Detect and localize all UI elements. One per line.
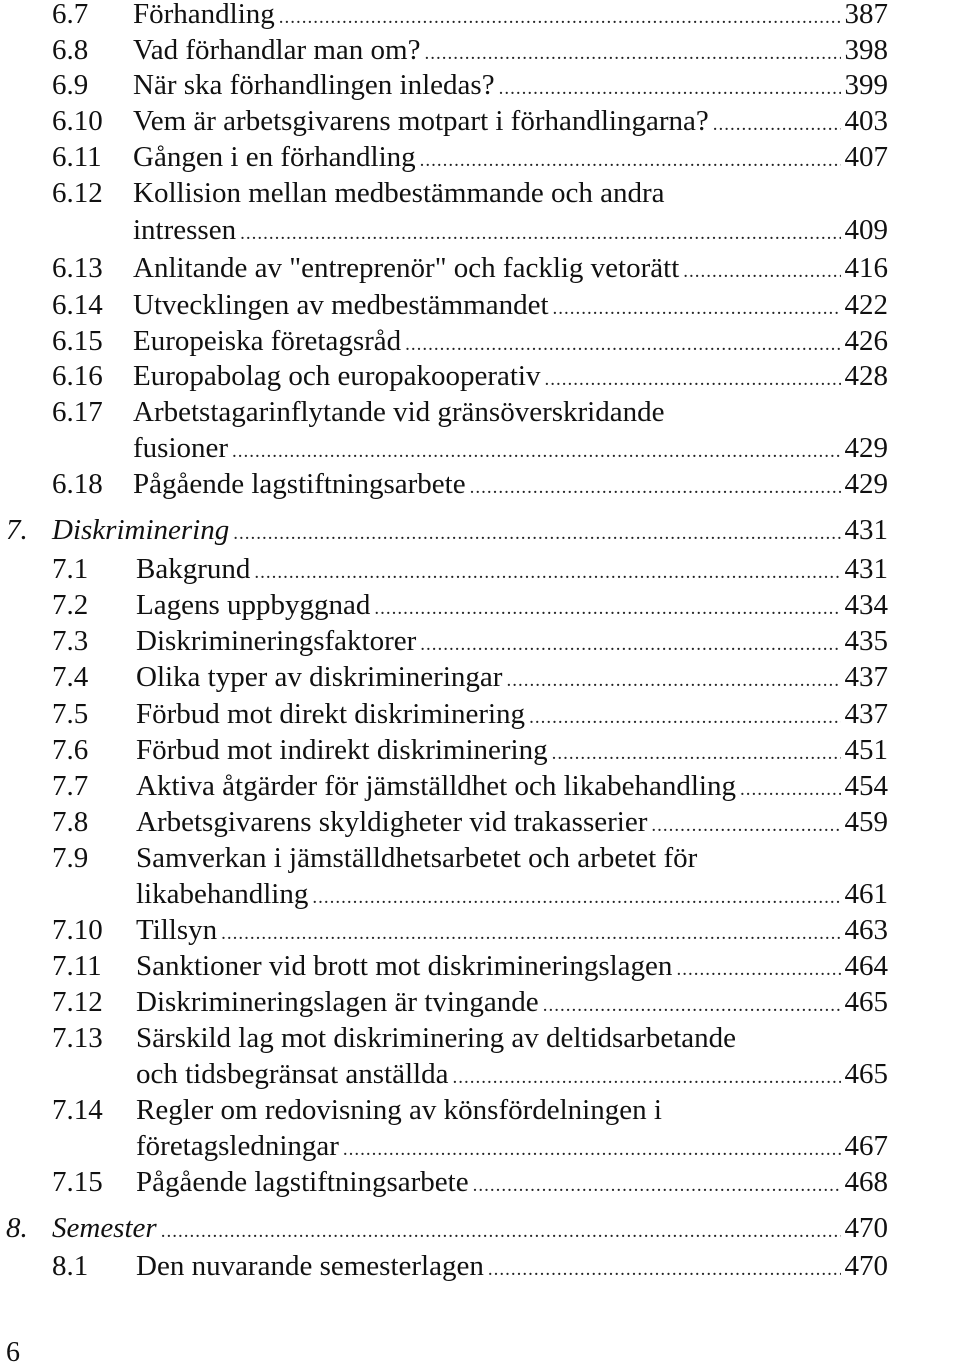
section-title: Utvecklingen av medbestämmandet [133, 289, 549, 321]
page-number: 461 [844, 878, 888, 910]
chapter-number: 7. [6, 514, 28, 546]
section-number: 8.1 [52, 1250, 89, 1282]
section-number: 7.1 [52, 553, 89, 585]
toc-entry [0, 910, 960, 950]
toc-entry [0, 392, 960, 432]
toc-entry-continuation [0, 428, 960, 468]
page-number: 431 [844, 553, 888, 585]
toc-chapter-entry [0, 510, 960, 550]
section-number: 7.10 [52, 914, 103, 946]
section-title: intressen [133, 214, 237, 246]
page-number: 435 [844, 625, 888, 657]
page-number: 399 [844, 69, 888, 101]
page-number: 434 [844, 589, 888, 621]
page-number: 465 [844, 1058, 888, 1090]
toc-entry [0, 248, 960, 288]
section-title: Aktiva åtgärder för jämställdhet och likabehandling [136, 770, 736, 802]
toc-entry [0, 1246, 960, 1286]
page-number: 426 [844, 325, 888, 357]
section-title: Anlitande av "entreprenör" och facklig vetorätt [133, 252, 680, 284]
section-title: Vad förhandlar man om? [133, 34, 421, 66]
toc-entry [0, 585, 960, 625]
section-title: Tillsyn [136, 914, 218, 946]
toc-entry [0, 0, 960, 34]
page-number: 451 [844, 734, 888, 766]
page-number: 422 [844, 289, 888, 321]
page-number: 459 [844, 806, 888, 838]
chapter-number: 8. [6, 1212, 28, 1244]
section-title: Samverkan i jämställdhetsarbetet och arbetet för [136, 842, 698, 874]
page-number: 463 [844, 914, 888, 946]
page-number: 468 [844, 1166, 888, 1198]
toc-entry [0, 1018, 960, 1058]
toc-entry [0, 946, 960, 986]
toc-entry [0, 657, 960, 697]
toc-entry [0, 30, 960, 70]
section-number: 6.13 [52, 252, 103, 284]
toc-entry-continuation [0, 874, 960, 914]
toc-entry [0, 838, 960, 878]
dot-leader [488, 1250, 841, 1290]
section-title: Arbetstagarinflytande vid gränsöverskridande [133, 396, 665, 428]
section-title: företagsledningar [136, 1130, 339, 1162]
section-number: 7.7 [52, 770, 89, 802]
toc-entry-continuation [0, 1054, 960, 1094]
section-number: 7.6 [52, 734, 89, 766]
section-title: Pågående lagstiftningsarbete [136, 1166, 469, 1198]
section-title: och tidsbegränsat anställda [136, 1058, 449, 1090]
section-number: 6.15 [52, 325, 103, 357]
section-number: 6.14 [52, 289, 103, 321]
section-number: 7.4 [52, 661, 89, 693]
page-number: 437 [844, 698, 888, 730]
toc-entry-continuation [0, 210, 960, 250]
section-title: fusioner [133, 432, 229, 464]
page-number: 403 [844, 105, 888, 137]
section-title: Förbud mot indirekt diskriminering [136, 734, 548, 766]
chapter-title: Diskriminering [52, 514, 230, 546]
page-number: 416 [844, 252, 888, 284]
section-title: Förbud mot direkt diskriminering [136, 698, 526, 730]
section-title: Europeiska företagsråd [133, 325, 402, 357]
section-title: Europabolag och europakooperativ [133, 360, 541, 392]
section-title: Olika typer av diskrimineringar [136, 661, 503, 693]
toc-entry [0, 1090, 960, 1130]
page-number: 467 [844, 1130, 888, 1162]
toc-entry [0, 802, 960, 842]
toc-chapter-entry [0, 1208, 960, 1248]
section-number: 7.13 [52, 1022, 103, 1054]
toc-entry [0, 621, 960, 661]
section-number: 6.9 [52, 69, 89, 101]
section-title: Bakgrund [136, 553, 251, 585]
section-title: likabehandling [136, 878, 309, 910]
section-number: 6.17 [52, 396, 103, 428]
section-title: Lagens uppbyggnad [136, 589, 371, 621]
toc-entry [0, 1162, 960, 1202]
section-title: Särskild lag mot diskriminering av deltidsarbetande [136, 1022, 737, 1054]
section-number: 7.2 [52, 589, 89, 621]
toc-entry-continuation [0, 1126, 960, 1166]
page-number: 464 [844, 950, 888, 982]
section-number: 6.12 [52, 177, 103, 209]
footer-page-number: 6 [6, 1337, 20, 1368]
section-number: 7.12 [52, 986, 103, 1018]
page-number: 429 [844, 468, 888, 500]
dot-leader [473, 1166, 841, 1206]
dot-leader [233, 514, 840, 554]
toc-entry [0, 65, 960, 105]
page-number: 429 [844, 432, 888, 464]
page-number: 387 [844, 0, 888, 30]
page-number: 407 [844, 141, 888, 173]
toc-entry [0, 285, 960, 325]
page-number: 428 [844, 360, 888, 392]
section-number: 6.11 [52, 141, 102, 173]
section-title: Gången i en förhandling [133, 141, 416, 173]
page-number: 470 [844, 1250, 888, 1282]
section-title: Diskrimineringsfaktorer [136, 625, 417, 657]
toc-entry [0, 137, 960, 177]
toc-entry [0, 730, 960, 770]
section-number: 6.16 [52, 360, 103, 392]
section-title: Den nuvarande semesterlagen [136, 1250, 484, 1282]
section-title: Förhandling [133, 0, 275, 30]
toc-entry [0, 982, 960, 1022]
page-number: 431 [844, 514, 888, 546]
chapter-title: Semester [52, 1212, 157, 1244]
toc-entry [0, 766, 960, 806]
page-number: 465 [844, 986, 888, 1018]
toc-entry [0, 173, 960, 213]
section-number: 7.14 [52, 1094, 103, 1126]
page-number: 470 [844, 1212, 888, 1244]
toc-entry [0, 321, 960, 361]
section-title: Diskrimineringslagen är tvingande [136, 986, 539, 1018]
section-title: Sanktioner vid brott mot diskrimineringslagen [136, 950, 673, 982]
page-number: 409 [844, 214, 888, 246]
toc-entry [0, 464, 960, 504]
section-number: 7.9 [52, 842, 89, 874]
section-number: 6.10 [52, 105, 103, 137]
toc-entry [0, 101, 960, 141]
section-number: 6.7 [52, 0, 89, 30]
section-number: 7.11 [52, 950, 102, 982]
page-number: 437 [844, 661, 888, 693]
section-number: 7.3 [52, 625, 89, 657]
page-number: 398 [844, 34, 888, 66]
section-title: Kollision mellan medbestämmande och andra [133, 177, 665, 209]
toc-entry [0, 356, 960, 396]
section-title: När ska förhandlingen inledas? [133, 69, 495, 101]
section-number: 6.8 [52, 34, 89, 66]
section-title: Vem är arbetsgivarens motpart i förhandlingarna? [133, 105, 709, 137]
page-number: 454 [844, 770, 888, 802]
section-number: 7.5 [52, 698, 89, 730]
section-number: 7.15 [52, 1166, 103, 1198]
section-title: Pågående lagstiftningsarbete [133, 468, 466, 500]
section-title: Arbetsgivarens skyldigheter vid trakasserier [136, 806, 648, 838]
dot-leader [470, 468, 841, 508]
section-title: Regler om redovisning av könsfördelningen i [136, 1094, 662, 1126]
toc-entry [0, 694, 960, 734]
section-number: 6.18 [52, 468, 103, 500]
toc-entry [0, 549, 960, 589]
section-number: 7.8 [52, 806, 89, 838]
